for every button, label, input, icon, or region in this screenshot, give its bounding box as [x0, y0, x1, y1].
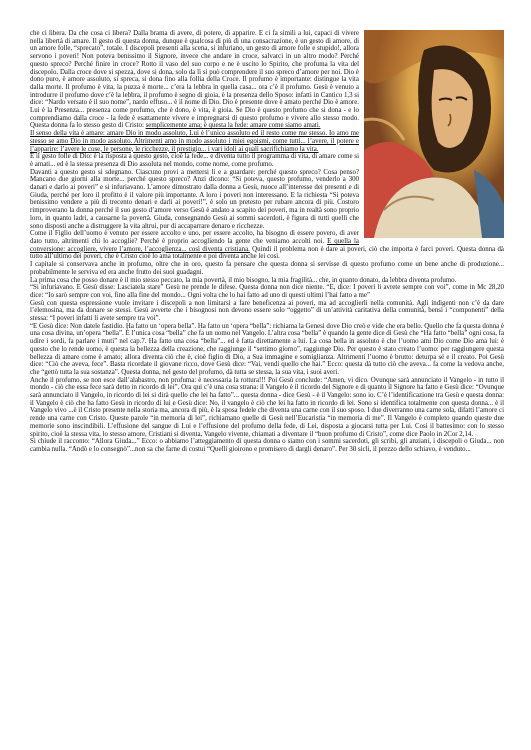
paragraph: [30, 323, 504, 377]
paragraph: [30, 438, 504, 453]
paragraph: [30, 377, 504, 439]
christ-mosaic-icon: [364, 30, 504, 238]
paragraph-text: La prima cosa che posso donare è il mio stesso peccato, la mia povertà, il mio bisogno, la mia fragilità... che, in quanto donato, da lebbra diventa profumo.: [30, 276, 457, 284]
paragraph-text: Davanti a questo gesto si sdegnano. Ciascuno provi a mettersi lì e a guardare: perché questo spreco? Cosa penso? Mancano due giorni alla morte... perché questo spreco? Anzi dicono: “Si poteva, questo profumo, venderlo a 300 danari e darlo ai poveri” e si infuriavano. L’amore dimostrato dalla donna a Gesù, nuoce all’interesse dei presenti e di Giuda, perché per loro il profitto è il valore più importante. A loro i poveri non interessano. E la richiesta “Si poteva benissimo vendere a più di trecento denari e darli ai poveri!”, è solo un pretesto per rubare ancora di più. Costoro rimproverano la donna perché il suo gesto d’amore verso Gesù è andato a scapito dei poveri, ma in realtà sono proprio loro, in quanto ladri, a causarne la povertà. Giuda, consegnando Gesù ai sommi sacerdoti, è figura di tutti quelli che sono disposti anche a distruggere la vita altrui, pur di accaparrare denaro e ricchezze.: [30, 168, 359, 230]
paragraph-text: Come il Figlio dell’uomo è venuto per essere accolto e uno, per essere accolto, ha bisogno di essere povero, di aver dato tutto, altrimenti chi lo accoglie? Perché è proprio accogliendo la gente che veniamo accolti noi.: [30, 230, 359, 245]
paragraph-text: È il gesto folle di Dio: è la risposta a questo gesto, cioè la fede... e diventa tutto il programma di vita, di amare come si è amati... ed è la stessa presenza di Dio assoluta nel mondo, come nome, come profumo.: [30, 153, 359, 168]
paragraph-text: “Si infuriavano. E Gesù disse: Lasciatela stare” Gesù ne prende le difese. Questa donna non dice niente. “E, dice: I poveri li avrete sempre con voi”, come in Mc 28,20 dice: “Io sarò sempre con voi, fino alla fine del mondo... Ogni volta che lo hai fatto ad uno di questi ultimi l’hai fatto a me”: [30, 284, 504, 299]
paragraph-text: Gesù con questa espressione vuole invitare i discepoli a non limitarsi a fare beneficenza ai poveri, ma ad accoglierli nella comunità. Agli indigenti non c’è da dare l’elemosina, ma da donare se stessi. Gesù avverte che i bisognosi non devono essere solo “oggetto” di un’attività caritativa della comunità, bensì i “componenti” della stessa: “I poveri infatti li avete sempre tra voi”.: [30, 299, 504, 323]
paragraph-text: che ci libera. Da che cosa ci libera? Dalla brama di avere, di potere, di apparire. E ci fa simili a lui, capaci di vivere nella libertà di amare. Il gesto di questa donna, dunque è qualcosa di più di una consacrazione, è un gesto di amore, di un amore folle, “sprecato”, totale. I discepoli presenti alla scena, si infuriano, un gesto di amore folle e stupido!, allora servono i poveri! Non poteva benissimo il Signore, invece che andare in croce, salvarci in un altro modo? Perché questo spreco? Perché finire in croce? Rotto il vaso del suo corpo e ne è uscito lo Spirito, che profuma la vita del discepolo. Dalla croce dove si spezza, dove si dona, solo da lì si può comprendere il suo spreco d’amore per noi. Dio è dono puro, è amore assoluto, si spreca, si dona fino alla follia della Croce. Il profumo è importante: distingue la vita dalla morte. Il profumo è vita, la puzza è morte... c’era la lebbra in quella casa... ora c’è il profumo. Gesù è venuto a introdurre il profumo dove c’è la lebbra, il profumo è segno di gioia, è la presenza dello Sposo: infatti in Cantico 1,3 si dice: “Nardo versato è il suo nome”, nardo effuso... è il nome di Dio. Dio è presente dove è amato perché Dio è amore. Lui è la Presenza... presenza come profumo, che è dono, è vita, è gioia. Se Dio è questo profumo che si dona - e lo comprendiamo dalla croce - la fede è esattamente vivere e impregnarsi di questo profumo e vivere allo stesso modo. Questa donna fa lo stesso gesto di Cristo:: [30, 30, 359, 130]
paragraph: [30, 300, 504, 323]
paragraph-text: Quindi il problema non è dare ai poveri, ciò che importa è farci poveri. Questa donna dà tutto all’ultimo dei poveri, che è Cristo cioè lo ama totalmente e poi diventa anche lei così.: [30, 245, 504, 261]
underlined-text: semplicemente ama; è questa la fede: amare come siamo amati.: [145, 122, 321, 130]
underlined-text: Il senso della vita è amare: amare Dio in modo assoluto, Lui è l’unico assoluto ed il resto come me stesso. Io amo me stesso se amo Dio in modo assoluto. Altrimenti amo in modo assoluto i miei egoismi, come tutti... l’avere, il potere e l’apparire: l’avere le cose, le persone, le ricchezze, il prestigio... i vari idoli ai quali sacrifichiamo la vita.: [30, 130, 359, 153]
paragraph: [30, 284, 504, 299]
paragraph-text: Si chiude il racconto: “Allora Giuda...” Ecco: o abbiamo l’atteggiamento di questa donna o siamo con i sommi sacerdoti, gli scribi, gli anziani, i discepoli o Giuda... non cambia nulla. “Andò e lo consegnò”...non sa che farne di costui “Quelli gioirono e promisero di dargli denaro”. Per 30 sicli, il prezzo dello schiavo, è venduto...: [30, 438, 504, 453]
document-body: [30, 30, 504, 454]
paragraph-text: I capitale si conservava anche in profumo, oltre che in oro, questo fa pensare che questa donna si servisse di questo profumo come un bene anche di produzione... probabilmente le serviva ed era anche frutto dei suoi guadagni.: [30, 261, 504, 276]
underlined-text: E quella la conversione: accogliere, vivere l’amore, l’accoglienza... così diventa cristiana.: [30, 237, 359, 253]
paragraph: [30, 277, 504, 285]
paragraph-text: Anche il profumo, se non esce dall’alabastro, non profuma: è necessaria la rottura!!! Poi Gesù conclude: “Amen, vi dico. Ovunque sarà annunciato il Vangelo - in tutto il mondo - ciò che essa fece sarà detto in ricordo di lei”. Ora qui c’è una cosa strana: il Vangelo è il ricordo del Signore e di quanto il Signore ha fatto e Gesù dice: “Ovunque sarà annunciato il Vangelo, in ricordo di lei si dirà quello che lei ha fatto”... questa donna - dice Gesù - è il Vangelo: sono io. C’è l’identificazione tra Gesù e questa donna: il Vangelo è ciò che ha fatto Gesù in ricordo di lui e Gesù dice: No, il vangelo è ciò che lei ha fatto in ricordo di lei. Sono si identifica totalmente con questa donna... è il Vangelo vivo ...è il Cristo presente nella storia ma, ancora di più, è la sposa fedele che diventa una carne con il suo sposo. I due diverranno una carne sola, difatti l’amore ci rende una carne con Cristo. Queste parole “in memoria di lei”, richiamano quelle di Gesù nell’Eucaristia “in memoria di me”. Il Vangelo è completo quando queste due memorie sono inscindibili. L’effusione del sangue di Lui e l’effusione del profumo della fede, di Lei, disposta a giocarsi tutta per Lui. Così il battesimo: con lo stesso spirito, cioè la stessa vita, lo stesso amore, Cristiani si diventa, Vangelo vivente, chiamati a diventare il “buon profumo di Cristo”, come dice Paolo in 2Cor 2,14.: [30, 376, 504, 438]
christ-mosaic-image: [364, 30, 504, 238]
paragraph-text: “E Gesù dice: Non datele fastidio. Ha fatto un ‘opera bella”. Ha fatto un ‘opera “bella”: richiama la Genesi dove Dio creò e vide che era bello. Quello che fa questa donna è una cosa divina, un’opera “bella”. È l’unica cosa “bella” che fa un uomo nel Vangelo. L’altra cosa “bella” è quando la gente dice di Gesù che “Ha fatto “bella” ogni cosa, fa udire i sordi, fa parlare i muti” nel cap.7. Ha fatto una cosa “bella”... ed è fatta direttamente a lui. La cosa bella in assoluto è che l’uomo ami Dio come Dio ama lui: è questo che lo rende uomo, è questa la bellezza della creazione, che raggiunge il “settimo giorno”, raggiunge Dio. Per questo è stato creato l’uomo: per raggiungere questa bellezza di amare come è amato; allora diventa ciò che è, cioè figlio di Dio, a Sua immagine e somiglianza. Altrimenti l’uomo è brutto: deturpa sé e il creato. Poi Gesù dice: “Ciò che aveva, fece”. Basta ricordate il giovane ricco, dove Gesù dice: “Vai, vendi quello che hai.” Ecco: questa dà tutto ciò che aveva... fa come la vedova anche, che “gettò tutta la sua sostanza”. Questa donna, nel gesto del profumo, dà tutta se stessa, la sua vita, i suoi averi.: [30, 322, 504, 376]
paragraph: [30, 261, 504, 276]
